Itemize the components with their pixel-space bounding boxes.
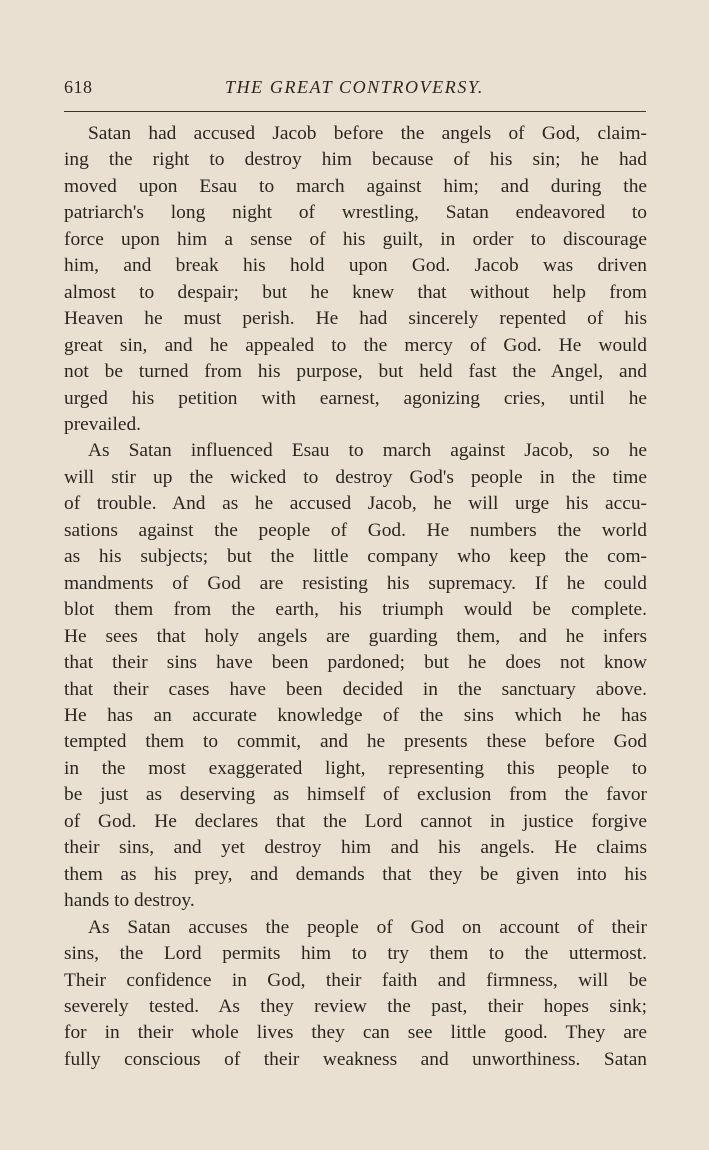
paragraph-2: [64, 438, 647, 914]
text-line: him, and break his hold upon God. Jacob was driven: [64, 255, 647, 277]
text-line: He sees that holy angels are guarding them, and he infers: [64, 625, 647, 647]
text-line: that their cases have been decided in the sanctuary above.: [64, 678, 647, 700]
text-line: He has an accurate knowledge of the sins which he has: [64, 704, 647, 726]
text-line: fully conscious of their weakness and unworthiness. Satan: [64, 1048, 647, 1070]
text-line: them as his prey, and demands that they be given into his: [64, 863, 647, 885]
page-header: [64, 77, 645, 103]
text-line: prevailed.: [64, 413, 141, 435]
text-line: force upon him a sense of his guilt, in order to discourage: [64, 228, 647, 250]
text-line: sins, the Lord permits him to try them to the uttermost.: [64, 943, 647, 965]
text-line: of trouble. And as he accused Jacob, he will urge his accu-: [64, 493, 647, 515]
text-line: great sin, and he appealed to the mercy of God. He would: [64, 334, 647, 356]
paragraph-3: [64, 915, 647, 1074]
text-line: their sins, and yet destroy him and his angels. He claims: [64, 837, 647, 859]
text-line: be just as deserving as himself of exclusion from the favor: [64, 784, 647, 806]
text-line: urged his petition with earnest, agonizing cries, until he: [64, 387, 647, 409]
text-line: Their confidence in God, their faith and firmness, will be: [64, 969, 647, 991]
text-line: moved upon Esau to march against him; and during the: [64, 175, 647, 197]
text-line: sations against the people of God. He numbers the world: [64, 519, 647, 541]
text-line: not be turned from his purpose, but held fast the Angel, and: [64, 361, 647, 383]
text-line: As Satan accuses the people of God on account of their: [88, 916, 647, 938]
text-line: that their sins have been pardoned; but he does not know: [64, 652, 647, 674]
text-line: Heaven he must perish. He had sincerely repented of his: [64, 308, 647, 330]
text-line: As Satan influenced Esau to march against Jacob, so he: [88, 440, 647, 462]
text-line: hands to destroy.: [64, 890, 195, 912]
text-line: Satan had accused Jacob before the angels of God, claim-: [88, 123, 647, 144]
text-line: for in their whole lives they can see little good. They are: [64, 1022, 647, 1044]
text-line: as his subjects; but the little company who keep the com-: [64, 546, 647, 568]
page-number: 618: [64, 77, 93, 97]
text-line: almost to despair; but he knew that without help from: [64, 281, 647, 303]
header-rule: [64, 111, 646, 112]
text-line: ing the right to destroy him because of his sin; he had: [64, 149, 647, 171]
text-line: mandments of God are resisting his supremacy. If he could: [64, 572, 647, 594]
text-line: will stir up the wicked to destroy God's people in the time: [64, 466, 647, 488]
text-line: of God. He declares that the Lord cannot in justice forgive: [64, 810, 647, 832]
body-text: [64, 121, 647, 1073]
text-line: severely tested. As they review the past, their hopes sink;: [64, 995, 647, 1017]
text-line: in the most exaggerated light, representing this people to: [64, 757, 647, 779]
running-title: THE GREAT CONTROVERSY.: [224, 77, 485, 97]
text-line: patriarch's long night of wrestling, Satan endeavored to: [64, 202, 647, 224]
text-line: blot them from the earth, his triumph would be complete.: [64, 599, 647, 621]
text-line: tempted them to commit, and he presents these before God: [64, 731, 647, 753]
paragraph-1: [64, 121, 647, 438]
